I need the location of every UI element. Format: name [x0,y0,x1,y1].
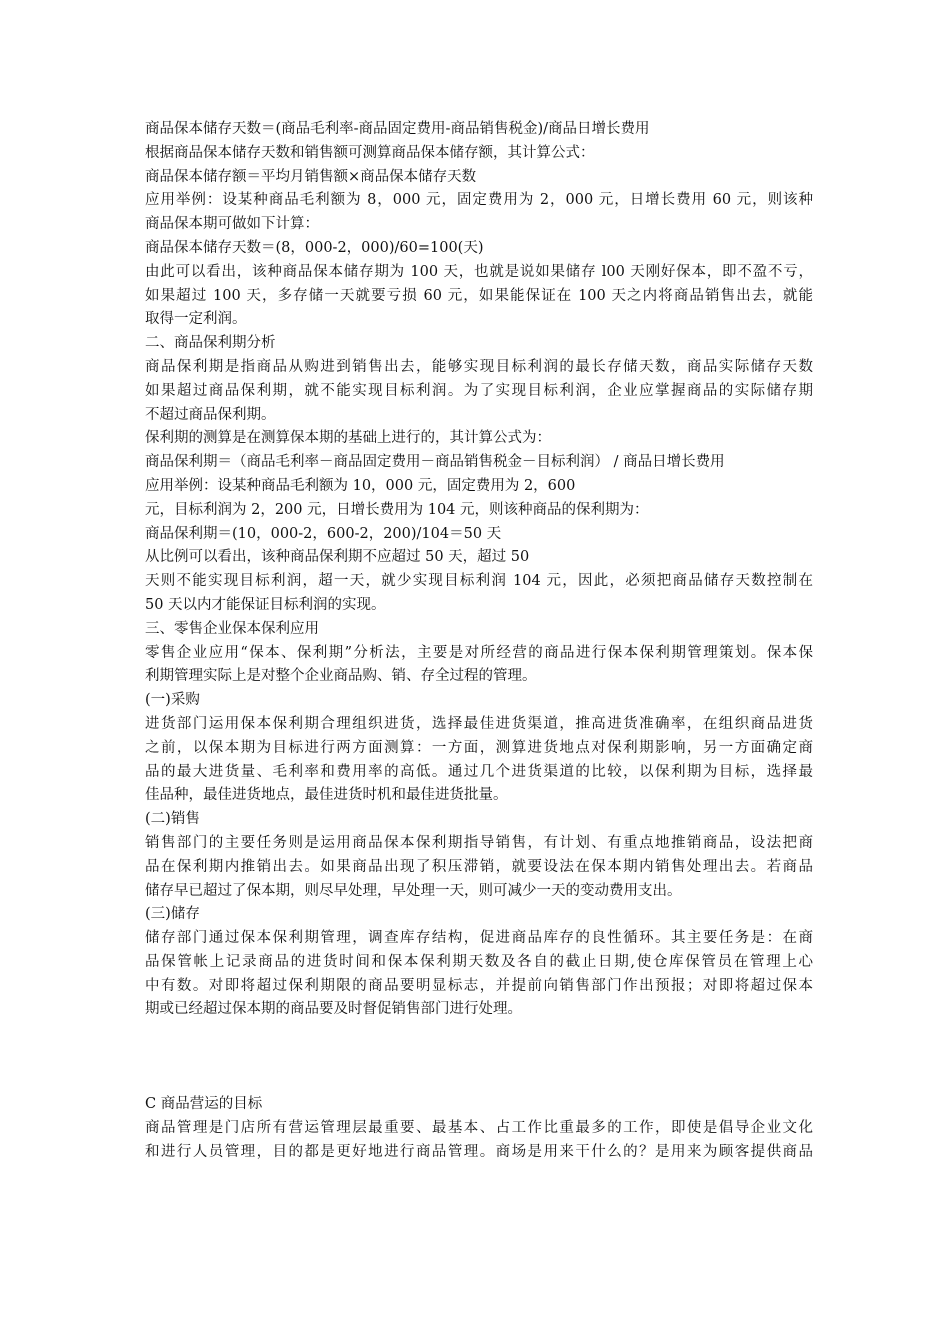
formula-line-profit-period: 商品保利期＝（商品毛利率－商品固定费用－商品销售税金－目标利润） / 商品日增长费用 [145,454,725,471]
text-line: 利期管理实际上是对整个企业商品购、销、存全过程的管理。 [145,668,537,685]
text-line: 中有数。对即将超过保利期限的商品要明显标志，并提前向销售部门作出预报；对即将超过保本 [145,977,813,994]
text-line: 佳品种，最佳进货地点，最佳进货时机和最佳进货批量。 [145,787,508,804]
text-line: 天则不能实现目标利润，超一天，就少实现目标利润 104 元，因此，必须把商品储存天数控制在 [145,573,813,590]
text-line: 商品保利期是指商品从购进到销售出去，能够实现目标利润的最长存储天数，商品实际储存天数 [145,358,813,375]
text-line: 取得一定利润。 [145,311,247,328]
text-line: 商品保本期可做如下计算： [145,216,319,233]
text-line: 储存部门通过保本保利期管理，调查库存结构，促进商品库存的良性循环。其主要任务是：在商 [145,930,813,947]
section-spacer [145,1022,813,1093]
text-line: 元，目标利润为 2，200 元，日增长费用为 104 元，则该种商品的保利期为： [145,501,649,518]
text-line: 保利期的测算是在测算保本期的基础上进行的，其计算公式为： [145,430,551,447]
text-line: 品的最大进货量、毛利率和费用率的高低。通过几个进货渠道的比较，以保利期为目标，选择最 [145,763,813,780]
text-line: 根据商品保本储存天数和销售额可测算商品保本储存额，其计算公式： [145,144,595,161]
subheading-purchasing: (一)采购 [145,692,200,709]
formula-line-storage-amount: 商品保本储存额＝平均月销售额×商品保本储存天数 [145,168,477,185]
subheading-sales: (二)销售 [145,811,200,828]
text-line: 品在保利期内推销出去。如果商品出现了积压滞销，就要设法在保本期内销售处理出去。若商品 [145,858,813,875]
text-line: 应用举例：设某种商品毛利额为 10，000 元，固定费用为 2，600 [145,477,576,494]
text-line: 进货部门运用保本保利期合理组织进货，选择最佳进货渠道，推高进货准确率，在组织商品进货 [145,715,813,732]
document-body [145,118,813,1165]
text-line: 不超过商品保利期。 [145,406,276,423]
text-line: 零售企业应用“保本、保利期”分析法，主要是对所经营的商品进行保本保利期管理策划。保本保 [145,644,813,661]
text-line: 由此可以看出，该种商品保本储存期为 100 天，也就是说如果储存 l00 天刚好保本，即不盈不亏， [145,263,813,280]
text-line: 储存早已超过了保本期，则尽早处理，早处理一天，则可减少一天的变动费用支出。 [145,882,682,899]
text-line: 销售部门的主要任务则是运用商品保本保利期指导销售，有计划、有重点地推销商品，设法把商 [145,834,813,851]
text-line: 如果超过 100 天，多存储一天就要亏损 60 元，如果能保证在 100 天之内将商品销售出去，就能 [145,287,813,304]
text-line: 和进行人员管理，目的都是更好地进行商品管理。商场是用来干什么的？是用来为顾客提供商品 [145,1143,813,1160]
formula-line-profit-example: 商品保利期＝(10，000-2，600-2，200)/104＝50 天 [145,525,502,542]
text-line: 商品管理是门店所有营运管理层最重要、最基本、占工作比重最多的工作，即使是倡导企业文化 [145,1120,813,1137]
text-line: 应用举例：设某种商品毛利额为 8，000 元，固定费用为 2，000 元，日增长费用 60 元，则该种 [145,192,813,209]
section-heading-profit-period: 二、商品保利期分析 [145,335,276,352]
section-heading-retail-application: 三、零售企业保本保利应用 [145,620,319,637]
text-line: 从比例可以看出，该种商品保利期不应超过 50 天，超过 50 [145,549,530,566]
text-line: 期或已经超过保本期的商品要及时督促销售部门进行处理。 [145,1001,522,1018]
text-line: 如果超过商品保利期，就不能实现目标利润。为了实现目标利润，企业应掌握商品的实际储存期 [145,382,813,399]
section-heading-operations-goal: C 商品营运的目标 [145,1096,263,1113]
subheading-storage: (三)储存 [145,906,200,923]
formula-line-example: 商品保本储存天数＝(8，000-2，000)/60=100(天) [145,239,484,256]
text-line: 品保管帐上记录商品的进货时间和保本保利期天数及各自的截止日期,使仓库保管员在管理上心 [145,953,813,970]
formula-line-storage-days: 商品保本储存天数＝(商品毛利率-商品固定费用-商品销售税金)/商品日增长费用 [145,121,650,137]
text-line: 之前，以保本期为目标进行两方面测算：一方面，测算进货地点对保利期影响，另一方面确定商 [145,739,813,756]
text-line: 50 天以内才能保证目标利润的实现。 [145,596,386,613]
